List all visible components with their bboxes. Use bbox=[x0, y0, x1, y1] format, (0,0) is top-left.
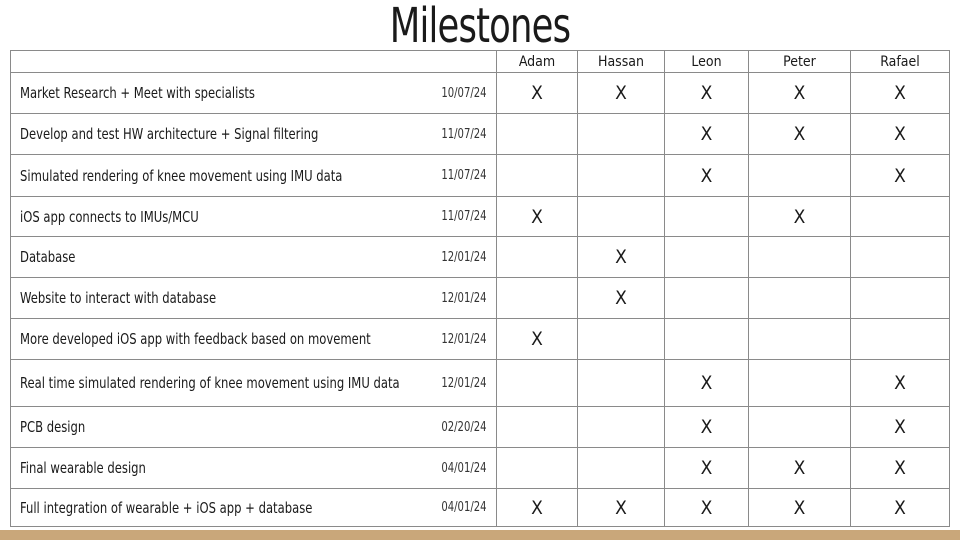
header-peter: Peter bbox=[749, 51, 851, 73]
assignment-cell-adam bbox=[497, 360, 578, 407]
assignment-cell-hassan bbox=[578, 155, 665, 197]
assignment-cell-hassan bbox=[578, 448, 665, 489]
milestone-date: 02/20/24 bbox=[425, 407, 497, 448]
header-milestone bbox=[11, 51, 425, 73]
assignment-cell-leon bbox=[665, 237, 749, 278]
milestone-date: 12/01/24 bbox=[425, 278, 497, 319]
assignment-cell-adam bbox=[497, 407, 578, 448]
milestone-name: iOS app connects to IMUs/MCU bbox=[11, 197, 425, 237]
assignment-cell-rafael bbox=[851, 278, 950, 319]
milestone-name: PCB design bbox=[11, 407, 425, 448]
assignment-cell-rafael bbox=[851, 489, 950, 527]
assignment-mark: X bbox=[615, 82, 627, 104]
milestone-name: Final wearable design bbox=[11, 448, 425, 489]
assignment-cell-leon bbox=[665, 489, 749, 527]
header-date bbox=[425, 51, 497, 73]
table-row bbox=[11, 114, 950, 155]
assignment-mark: X bbox=[793, 123, 806, 145]
milestones-table bbox=[10, 50, 950, 527]
assignment-cell-hassan bbox=[578, 319, 665, 360]
milestone-name: Real time simulated rendering of knee movement using IMU data bbox=[11, 360, 425, 407]
milestone-date: 11/07/24 bbox=[425, 155, 497, 197]
milestone-name: Full integration of wearable + iOS app + database bbox=[11, 489, 425, 527]
assignment-cell-leon bbox=[665, 278, 749, 319]
assignment-mark: X bbox=[894, 416, 906, 438]
header-hassan: Hassan bbox=[578, 51, 665, 73]
assignment-cell-peter bbox=[749, 237, 851, 278]
slide-title: Milestones bbox=[389, 0, 571, 54]
assignment-mark: X bbox=[700, 496, 713, 519]
assignment-cell-peter bbox=[749, 278, 851, 319]
assignment-mark: X bbox=[531, 328, 543, 350]
table-row bbox=[11, 278, 950, 319]
assignment-cell-peter bbox=[749, 407, 851, 448]
assignment-cell-rafael bbox=[851, 197, 950, 237]
assignment-cell-adam bbox=[497, 319, 578, 360]
assignment-cell-hassan bbox=[578, 278, 665, 319]
assignment-cell-rafael bbox=[851, 73, 950, 114]
assignment-cell-peter bbox=[749, 197, 851, 237]
assignment-cell-rafael bbox=[851, 114, 950, 155]
assignment-mark: X bbox=[700, 123, 713, 145]
table-row bbox=[11, 197, 950, 237]
assignment-mark: X bbox=[531, 205, 543, 228]
assignment-mark: X bbox=[615, 287, 627, 309]
assignment-cell-leon bbox=[665, 155, 749, 197]
assignment-mark: X bbox=[793, 205, 806, 228]
assignment-cell-adam bbox=[497, 237, 578, 278]
assignment-cell-adam bbox=[497, 73, 578, 114]
assignment-cell-rafael bbox=[851, 360, 950, 407]
assignment-cell-rafael bbox=[851, 237, 950, 278]
assignment-cell-leon bbox=[665, 73, 749, 114]
milestone-date: 12/01/24 bbox=[425, 237, 497, 278]
assignment-mark: X bbox=[894, 164, 906, 187]
header-row bbox=[11, 51, 950, 73]
milestone-date: 10/07/24 bbox=[425, 73, 497, 114]
assignment-cell-peter bbox=[749, 319, 851, 360]
assignment-cell-hassan bbox=[578, 114, 665, 155]
assignment-cell-hassan bbox=[578, 360, 665, 407]
table-row bbox=[11, 489, 950, 527]
assignment-cell-peter bbox=[749, 73, 851, 114]
assignment-cell-adam bbox=[497, 489, 578, 527]
assignment-cell-rafael bbox=[851, 448, 950, 489]
milestone-name: Market Research + Meet with specialists bbox=[11, 73, 425, 114]
milestone-name: More developed iOS app with feedback based on movement bbox=[11, 319, 425, 360]
assignment-cell-hassan bbox=[578, 407, 665, 448]
assignment-mark: X bbox=[793, 496, 806, 519]
table-row bbox=[11, 237, 950, 278]
milestone-name: Develop and test HW architecture + Signal filtering bbox=[11, 114, 425, 155]
assignment-mark: X bbox=[531, 82, 543, 104]
assignment-cell-adam bbox=[497, 197, 578, 237]
footer-bar bbox=[0, 530, 960, 540]
header-rafael: Rafael bbox=[851, 51, 950, 73]
assignment-mark: X bbox=[700, 82, 713, 104]
assignment-cell-leon bbox=[665, 114, 749, 155]
table-row bbox=[11, 155, 950, 197]
assignment-mark: X bbox=[793, 457, 806, 479]
assignment-cell-hassan bbox=[578, 73, 665, 114]
assignment-cell-leon bbox=[665, 197, 749, 237]
assignment-cell-peter bbox=[749, 360, 851, 407]
assignment-mark: X bbox=[894, 82, 906, 104]
assignment-cell-peter bbox=[749, 155, 851, 197]
table-row bbox=[11, 319, 950, 360]
assignment-mark: X bbox=[700, 164, 713, 187]
header-leon: Leon bbox=[665, 51, 749, 73]
assignment-cell-hassan bbox=[578, 197, 665, 237]
assignment-cell-adam bbox=[497, 448, 578, 489]
assignment-cell-peter bbox=[749, 448, 851, 489]
table-row bbox=[11, 360, 950, 407]
assignment-cell-hassan bbox=[578, 237, 665, 278]
milestone-date: 11/07/24 bbox=[425, 114, 497, 155]
assignment-mark: X bbox=[894, 457, 906, 479]
assignment-cell-leon bbox=[665, 360, 749, 407]
table-row bbox=[11, 448, 950, 489]
assignment-mark: X bbox=[531, 496, 543, 519]
assignment-cell-peter bbox=[749, 114, 851, 155]
milestone-date: 04/01/24 bbox=[425, 448, 497, 489]
assignment-cell-hassan bbox=[578, 489, 665, 527]
assignment-mark: X bbox=[793, 82, 806, 104]
assignment-cell-rafael bbox=[851, 407, 950, 448]
assignment-cell-leon bbox=[665, 448, 749, 489]
assignment-mark: X bbox=[894, 123, 906, 145]
assignment-mark: X bbox=[894, 372, 906, 394]
assignment-mark: X bbox=[615, 496, 627, 519]
table-row bbox=[11, 73, 950, 114]
assignment-cell-adam bbox=[497, 155, 578, 197]
milestone-date: 12/01/24 bbox=[425, 319, 497, 360]
milestone-name: Database bbox=[11, 237, 425, 278]
assignment-cell-adam bbox=[497, 114, 578, 155]
assignment-mark: X bbox=[700, 457, 713, 479]
assignment-mark: X bbox=[615, 246, 627, 268]
assignment-mark: X bbox=[700, 372, 713, 394]
assignment-cell-peter bbox=[749, 489, 851, 527]
milestone-name: Simulated rendering of knee movement using IMU data bbox=[11, 155, 425, 197]
assignment-cell-rafael bbox=[851, 155, 950, 197]
milestone-date: 12/01/24 bbox=[425, 360, 497, 407]
assignment-cell-adam bbox=[497, 278, 578, 319]
milestone-date: 11/07/24 bbox=[425, 197, 497, 237]
table-row bbox=[11, 407, 950, 448]
assignment-mark: X bbox=[894, 496, 906, 519]
assignment-cell-rafael bbox=[851, 319, 950, 360]
assignment-cell-leon bbox=[665, 407, 749, 448]
milestone-date: 04/01/24 bbox=[425, 489, 497, 527]
assignment-cell-leon bbox=[665, 319, 749, 360]
assignment-mark: X bbox=[700, 416, 713, 438]
header-adam: Adam bbox=[497, 51, 578, 73]
milestone-name: Website to interact with database bbox=[11, 278, 425, 319]
